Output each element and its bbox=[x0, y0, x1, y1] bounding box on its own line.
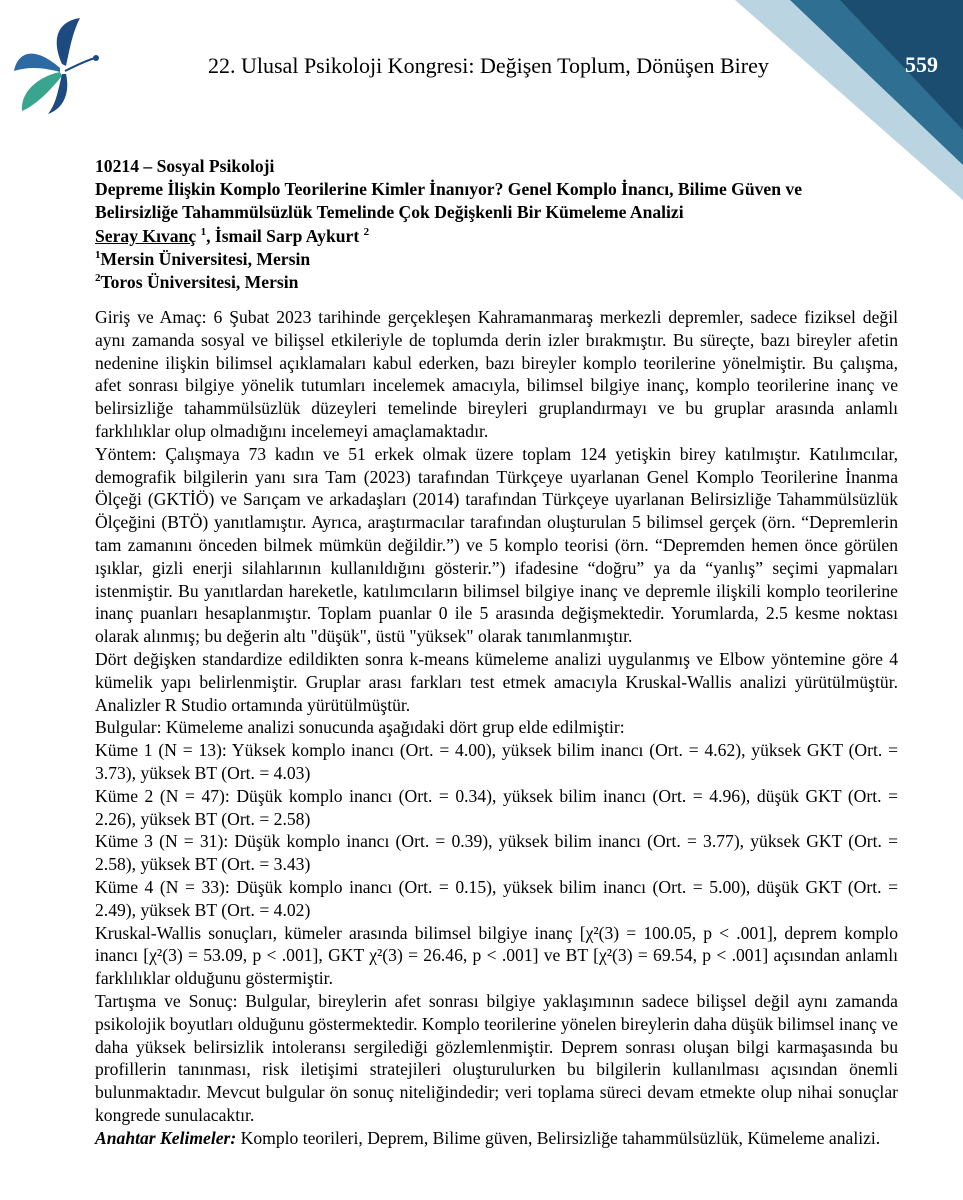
affiliation-2 bbox=[95, 271, 905, 294]
affiliation-1-mark: 1 bbox=[95, 248, 101, 261]
paragraph-method: Yöntem: Çalışmaya 73 kadın ve 51 erkek olmak üzere toplam 124 yetişkin birey katılmıştır. Katılımcılar, demografik bilgilerin yanı sıra Tam (2023) tarafından Türkçeye uyarlanan Genel Komplo Teorilerine İnanma Ölçeği (GKTİÖ) ve Sarıçam ve arkadaşları (2014) tarafından Türkçeye uyarlanan Belirsizliğe Tahammülsüzlük Ölçeğini (BTÖ) yanıtlamıştır. Ayrıca, araştırmacılar tarafından oluşturulan 5 bilimsel gerçek (örn. “Depremlerin tam zamanını önceden bilmek mümkün değildir.”) ve 5 komplo teorisi (örn. “Depremden hemen önce görülen ışıklar, gizli enerji silahlarının kullanıldığını gösterir.”) ifadesine “doğru” ya da “yanlış” seçimi yapmaları istenmiştir. Bu yanıtlardan hareketle, katılımcıların bilimsel bilgiye inanç ve depremle ilişkili komplo teorilerine inanç puanları hesaplanmıştır. Toplam puanlar 0 ile 5 arasında değişmektedir. Yorumlarda, 2.5 kesme noktası olarak alınmış; bu değerin altı "düşük", üstü "yüksek" olarak tanımlanmıştır. bbox=[95, 443, 898, 647]
abstract-title-line-1: Depreme İlişkin Komplo Teorilerine Kimler İnanıyor? Genel Komplo İnancı, Bilime Güven ve bbox=[95, 179, 803, 200]
congress-title: 22. Ulusal Psikoloji Kongresi: Değişen Toplum, Dönüşen Birey bbox=[208, 53, 769, 78]
author-line bbox=[95, 225, 905, 248]
author-1: Seray Kıvanç bbox=[95, 225, 197, 246]
affiliation-2-mark: 2 bbox=[95, 272, 101, 285]
paragraph-cluster-3: Küme 3 (N = 31): Düşük komplo inancı (Ort. = 0.39), yüksek bilim inancı (Ort. = 3.77), yüksek GKT (Ort. = 2.58), yüksek BT (Ort. = 3.43) bbox=[95, 831, 898, 875]
paragraph-kruskal-wallis: Kruskal-Wallis sonuçları, kümeler arasında bilimsel bilgiye inanç [χ²(3) = 100.05, p < .001], deprem komplo inancı [χ²(3) = 53.09, p < .001], GKT χ²(3) = 26.46, p < .001] ve BT [χ²(3) = 69.54, p < .001] açısından anlamlı farklılıklar olduğunu göstermiştir. bbox=[95, 922, 898, 989]
abstract-meta bbox=[95, 155, 905, 294]
paragraph-cluster-1: Küme 1 (N = 13): Yüksek komplo inancı (Ort. = 4.00), yüksek bilim inancı (Ort. = 4.62), yüksek GKT (Ort. = 3.73), yüksek BT (Ort. = 4.03) bbox=[95, 740, 898, 783]
page-number: 559 bbox=[905, 52, 938, 77]
paragraph-cluster-4: Küme 4 (N = 33): Düşük komplo inancı (Ort. = 0.15), yüksek bilim inancı (Ort. = 5.00), düşük GKT (Ort. = 2.49), yüksek BT (Ort. = 4.02) bbox=[95, 876, 898, 920]
paragraph-discussion: Tartışma ve Sonuç: Bulgular, bireylerin afet sonrası bilgiye yaklaşımının sadece bilişsel değil aynı zamanda psikolojik boyutları olduğunu göstermektedir. Komplo teorilerine yönelen bireylerin daha düşük bilimsel inanç ve daha yüksek belirsizlik intoleransı sergilediği gözlemlenmiştir. Deprem sonrası oluşan bilgi karmaşasında bu profillerin tanınması, risk iletişimi stratejileri oluşturulurken bu bilgilerin kullanılması açısından önemli bulunmaktadır. Mevcut bulgular ön sonuç niteliğindedir; veri toplama süreci devam etmekte olup nihai sonuçlar kongrede sunulacaktır. bbox=[95, 990, 898, 1125]
author-separator: , bbox=[206, 225, 215, 246]
abstract-title-line-2: Belirsizliğe Tahammülsüzlük Temelinde Çok Değişkenli Bir Kümeleme Analizi bbox=[95, 202, 684, 223]
paragraph-findings-intro: Bulgular: Kümeleme analizi sonucunda aşağıdaki dört grup elde edilmiştir: bbox=[95, 717, 625, 738]
affiliation-1-text: Mersin Üniversitesi, Mersin bbox=[100, 248, 311, 269]
keywords bbox=[95, 1127, 898, 1150]
congress-butterfly-logo bbox=[10, 16, 105, 116]
author-1-affiliation-mark: 1 bbox=[200, 225, 207, 238]
affiliation-2-text: Toros Üniversitesi, Mersin bbox=[100, 272, 299, 293]
affiliation-1 bbox=[95, 248, 905, 271]
paragraph-introduction: Giriş ve Amaç: 6 Şubat 2023 tarihinde gerçekleşen Kahramanmaraş merkezli depremler, sadece fiziksel değil aynı zamanda sosyal ve bilişsel etkileriyle de toplumda derin izler bırakmıştır. Bu süreçte, bazı bireyler afetin nedenine ilişkin bilimsel açıklamaları kabul ederken, bazı bireyler komplo teorilerine yönelmiştir. Bu çalışma, afet sonrası bilgiye yönelik tutumları incelemek amacıyla, bilimsel bilgiye inanç, komplo teorilerine inanç ve belirsizliğe tahammülsüzlük düzeyleri temelinde bireyleri gruplandırmayı ve bu gruplar arasında anlamlı farklılıklar olup olmadığını incelemeyi amaçlamaktadır. bbox=[95, 307, 898, 441]
keywords-text: Komplo teorileri, Deprem, Bilime güven, Belirsizliğe tahammülsüzlük, Kümeleme analizi. bbox=[236, 1127, 881, 1148]
abstract-body bbox=[95, 306, 898, 1149]
abstract-code-section: 10214 – Sosyal Psikoloji bbox=[95, 156, 275, 176]
paragraph-cluster-2: Küme 2 (N = 47): Düşük komplo inancı (Ort. = 0.34), yüksek bilim inancı (Ort. = 4.96), düşük GKT (Ort. = 2.26), yüksek BT (Ort. = 2.58) bbox=[95, 785, 898, 829]
author-2-affiliation-mark: 2 bbox=[363, 225, 370, 238]
keywords-label: Anahtar Kelimeler: bbox=[95, 1127, 237, 1148]
author-2: İsmail Sarp Aykurt bbox=[214, 225, 360, 246]
paragraph-analysis: Dört değişken standardize edildikten sonra k-means kümeleme analizi uygulanmış ve Elbow yöntemine göre 4 kümelik yapı belirlenmiştir. Gruplar arası farkları test etmek amacıyla Kruskal-Wallis analizi yürütülmüştür. Analizler R Studio ortamında yürütülmüştür. bbox=[95, 648, 898, 715]
